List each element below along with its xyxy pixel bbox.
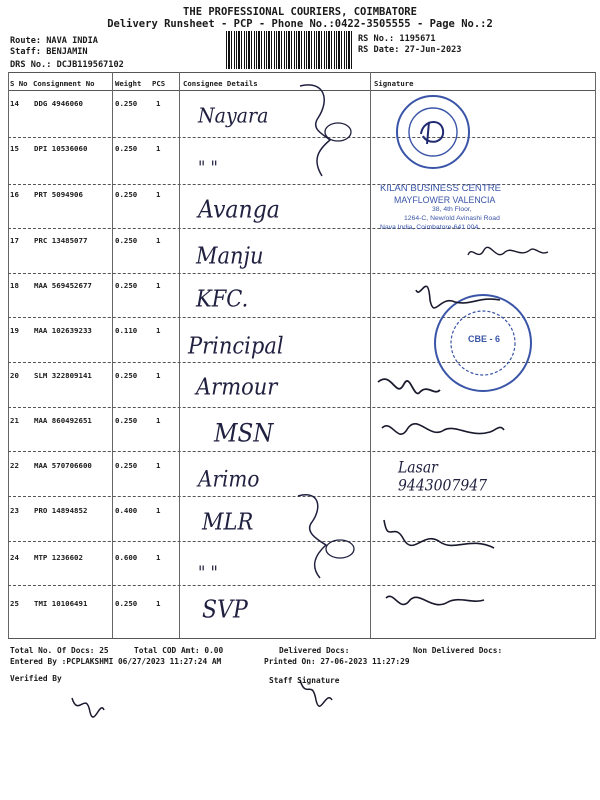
row-sno: 15 <box>10 144 19 153</box>
row-weight: 0.400 <box>115 506 138 515</box>
row-consignment: MAA 570706600 <box>34 461 92 470</box>
row-consignment: TMI 10106491 <box>34 599 88 608</box>
company-title: THE PROFESSIONAL COURIERS, COIMBATORE <box>183 6 417 18</box>
kilan-stamp-line: 1264-C, New/old Avinashi Road <box>404 215 500 222</box>
row-weight: 0.250 <box>115 416 138 425</box>
row-weight: 0.250 <box>115 99 138 108</box>
row-pcs: 1 <box>156 144 161 153</box>
row-pcs: 1 <box>156 236 161 245</box>
row-pcs: 1 <box>156 281 161 290</box>
row-sno: 16 <box>10 190 19 199</box>
row-sno: 20 <box>10 371 19 380</box>
row-consignment: MAA 569452677 <box>34 281 92 290</box>
consignee-handwriting: Manju <box>196 242 264 270</box>
receiver-name-handwriting: Lasar <box>398 459 438 477</box>
kilan-stamp-line: KILAN BUSINESS CENTRE <box>380 183 502 194</box>
row-consignment: MTP 1236602 <box>34 553 83 562</box>
row-consignment: PRO 14894852 <box>34 506 88 515</box>
staff-signature-label: Staff Signature <box>269 676 340 685</box>
row-weight: 0.250 <box>115 281 138 290</box>
rs-date: RS Date: 27-Jun-2023 <box>358 45 462 55</box>
drs-number: DRS No.: DCJB119567102 <box>10 60 124 70</box>
row-pcs: 1 <box>156 326 161 335</box>
row-pcs: 1 <box>156 371 161 380</box>
hospital-seal-text: CBE - 6 <box>468 334 501 344</box>
consignee-handwriting: MLR <box>202 508 254 536</box>
row-consignment: MAA 860492651 <box>34 416 92 425</box>
col-header-consignment: Consignment No <box>33 79 95 88</box>
row-sno: 17 <box>10 236 19 245</box>
col-header-pcs: PCS <box>152 79 166 88</box>
col-header-weight: Weight <box>115 79 142 88</box>
delivered-docs: Delivered Docs: <box>279 646 350 655</box>
row-pcs: 1 <box>156 416 161 425</box>
row-sno: 25 <box>10 599 19 608</box>
receiver-phone-handwriting: 9443007947 <box>398 477 488 495</box>
row-weight: 0.250 <box>115 371 138 380</box>
row-sno: 23 <box>10 506 19 515</box>
printed-on: Printed On: 27-06-2023 11:27:29 <box>264 657 410 666</box>
row-weight: 0.110 <box>115 326 138 335</box>
row-pcs: 1 <box>156 190 161 199</box>
row-consignment: DDG 4946060 <box>34 99 83 108</box>
consignee-handwriting: KFC. <box>196 285 249 313</box>
row-sno: 21 <box>10 416 19 425</box>
staff-label: Staff: BENJAMIN <box>10 47 88 57</box>
consignee-handwriting: SVP <box>202 596 248 625</box>
row-sno: 24 <box>10 553 19 562</box>
row-pcs: 1 <box>156 599 161 608</box>
row-consignment: DPI 10536060 <box>34 144 88 153</box>
entered-by: Entered By :PCPLAKSHMI 06/27/2023 11:27:24 AM <box>10 657 222 666</box>
row-weight: 0.250 <box>115 599 138 608</box>
row-consignment: PRC 13485077 <box>34 236 88 245</box>
consignee-handwriting: Nayara <box>198 103 269 129</box>
row-weight: 0.600 <box>115 553 138 562</box>
consignee-handwriting: Avanga <box>198 196 280 225</box>
col-header-sno: S No <box>10 79 28 88</box>
kilan-stamp-line: 38, 4th Floor, <box>432 206 472 213</box>
consignee-handwriting: Armour <box>196 373 278 401</box>
total-cod-amount: Total COD Amt: 0.00 <box>134 646 224 655</box>
consignee-handwriting: MSN <box>214 419 274 449</box>
row-sno: 22 <box>10 461 19 470</box>
route-label: Route: NAVA INDIA <box>10 36 98 46</box>
runsheet-title: Delivery Runsheet - PCP - Phone No.:0422-3505555 - Page No.:2 <box>107 18 493 30</box>
verified-by-label: Verified By <box>10 674 62 683</box>
row-pcs: 1 <box>156 99 161 108</box>
row-sno: 18 <box>10 281 19 290</box>
non-delivered-docs: Non Delivered Docs: <box>413 646 503 655</box>
row-consignment: MAA 102639233 <box>34 326 92 335</box>
row-sno: 14 <box>10 99 19 108</box>
rs-number: RS No.: 1195671 <box>358 34 436 44</box>
row-pcs: 1 <box>156 553 161 562</box>
row-weight: 0.250 <box>115 461 138 470</box>
col-header-consignee: Consignee Details <box>183 79 258 88</box>
row-pcs: 1 <box>156 461 161 470</box>
row-sno: 19 <box>10 326 19 335</box>
row-weight: 0.250 <box>115 144 138 153</box>
row-pcs: 1 <box>156 506 161 515</box>
kilan-stamp-line: MAYFLOWER VALENCIA <box>394 195 496 205</box>
col-header-signature: Signature <box>374 79 414 88</box>
row-weight: 0.250 <box>115 236 138 245</box>
row-consignment: SLM 322809141 <box>34 371 92 380</box>
row-weight: 0.250 <box>115 190 138 199</box>
consignee-handwriting: Principal <box>188 332 284 360</box>
consignee-handwriting: " " <box>198 562 218 583</box>
consignee-handwriting: Arimo <box>198 465 260 493</box>
consignee-handwriting: " " <box>198 157 218 178</box>
total-docs: Total No. Of Docs: 25 <box>10 646 109 655</box>
kilan-stamp-line: Nava India, Coimbatore-641 004. <box>380 224 481 231</box>
row-consignment: PRT 5094906 <box>34 190 83 199</box>
